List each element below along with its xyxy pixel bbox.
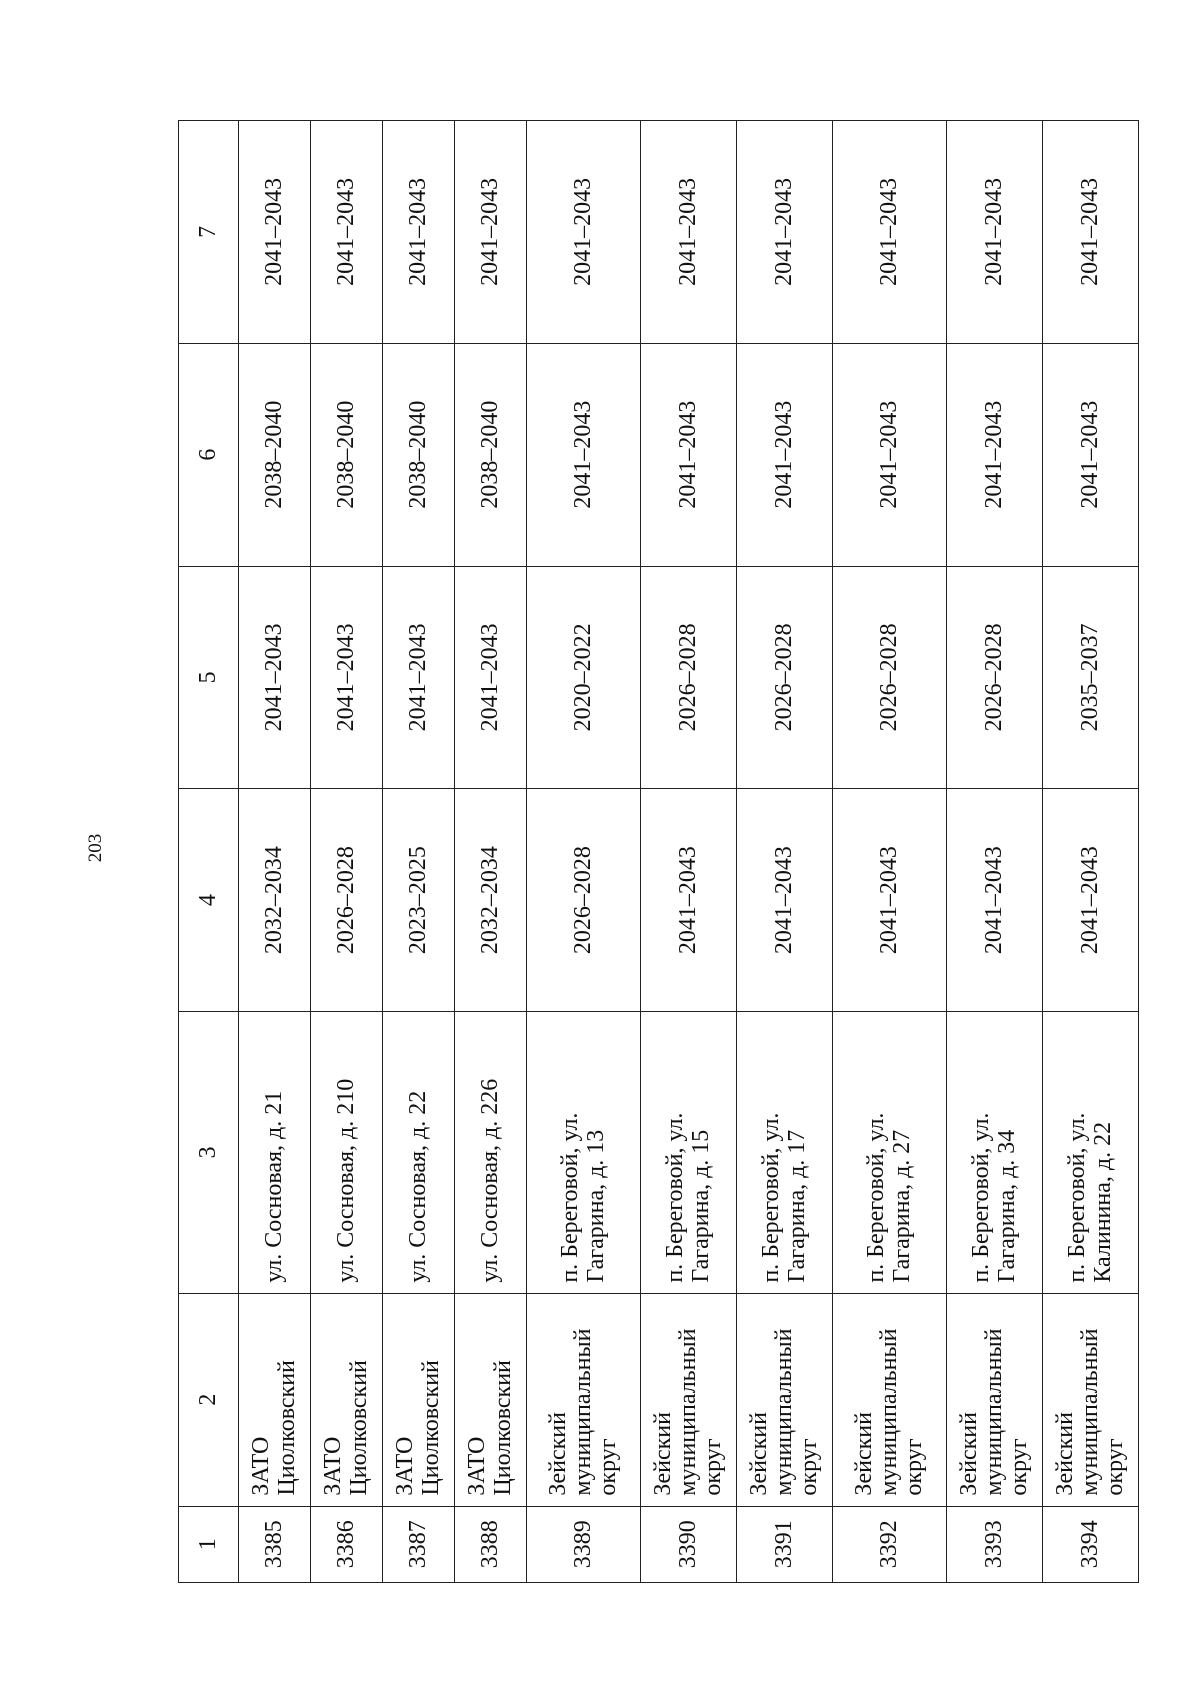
period-cell: 2041–2043 xyxy=(455,121,527,344)
table-row xyxy=(1043,121,1139,1583)
period-cell: 2041–2043 xyxy=(311,566,383,789)
row-number-cell: 3390 xyxy=(641,1506,737,1582)
schedule-table-wrapper xyxy=(178,120,1138,1583)
row-number-cell: 3387 xyxy=(383,1506,455,1582)
municipality-cell: ЗАТО Циолковский xyxy=(455,1293,527,1506)
period-cell: 2026–2028 xyxy=(947,566,1043,789)
period-cell: 2041–2043 xyxy=(641,789,737,1012)
period-cell: 2041–2043 xyxy=(455,566,527,789)
row-number-cell: 3389 xyxy=(527,1506,641,1582)
period-cell: 2023–2025 xyxy=(383,789,455,1012)
table-row xyxy=(527,121,641,1583)
address-cell: ул. Сосновая, д. 226 xyxy=(455,1011,527,1293)
header-cell: 5 xyxy=(179,566,239,789)
municipality-cell: Зейский муниципальный округ xyxy=(1043,1293,1139,1506)
period-cell: 2041–2043 xyxy=(641,343,737,566)
address-cell: п. Береговой, ул. Калинина, д. 22 xyxy=(1043,1011,1139,1293)
row-number-cell: 3385 xyxy=(239,1506,311,1582)
period-cell: 2026–2028 xyxy=(833,566,947,789)
address-cell: ул. Сосновая, д. 22 xyxy=(383,1011,455,1293)
period-cell: 2041–2043 xyxy=(527,343,641,566)
period-cell: 2041–2043 xyxy=(383,121,455,344)
municipality-cell: Зейский муниципальный округ xyxy=(641,1293,737,1506)
period-cell: 2041–2043 xyxy=(1043,121,1139,344)
period-cell: 2020–2022 xyxy=(527,566,641,789)
period-cell: 2038–2040 xyxy=(455,343,527,566)
table-row xyxy=(311,121,383,1583)
table-row xyxy=(947,121,1043,1583)
period-cell: 2041–2043 xyxy=(1043,343,1139,566)
table-row xyxy=(383,121,455,1583)
table-row xyxy=(737,121,833,1583)
municipality-cell: ЗАТО Циолковский xyxy=(239,1293,311,1506)
address-cell: п. Береговой, ул. Гагарина, д. 34 xyxy=(947,1011,1043,1293)
period-cell: 2041–2043 xyxy=(833,121,947,344)
period-cell: 2038–2040 xyxy=(311,343,383,566)
header-cell: 2 xyxy=(179,1293,239,1506)
header-cell: 7 xyxy=(179,121,239,344)
municipality-cell: Зейский муниципальный округ xyxy=(737,1293,833,1506)
row-number-cell: 3391 xyxy=(737,1506,833,1582)
row-number-cell: 3392 xyxy=(833,1506,947,1582)
address-cell: ул. Сосновая, д. 21 xyxy=(239,1011,311,1293)
schedule-table xyxy=(178,120,1139,1583)
period-cell: 2041–2043 xyxy=(833,343,947,566)
address-cell: ул. Сосновая, д. 210 xyxy=(311,1011,383,1293)
period-cell: 2038–2040 xyxy=(383,343,455,566)
municipality-cell: Зейский муниципальный округ xyxy=(947,1293,1043,1506)
address-cell: п. Береговой, ул. Гагарина, д. 13 xyxy=(527,1011,641,1293)
period-cell: 2041–2043 xyxy=(737,121,833,344)
table-row xyxy=(833,121,947,1583)
period-cell: 2041–2043 xyxy=(737,343,833,566)
period-cell: 2026–2028 xyxy=(641,566,737,789)
period-cell: 2041–2043 xyxy=(527,121,641,344)
period-cell: 2041–2043 xyxy=(641,121,737,344)
period-cell: 2032–2034 xyxy=(239,789,311,1012)
municipality-cell: Зейский муниципальный округ xyxy=(833,1293,947,1506)
municipality-cell: Зейский муниципальный округ xyxy=(527,1293,641,1506)
period-cell: 2041–2043 xyxy=(239,121,311,344)
period-cell: 2032–2034 xyxy=(455,789,527,1012)
period-cell: 2035–2037 xyxy=(1043,566,1139,789)
header-cell: 1 xyxy=(179,1506,239,1582)
period-cell: 2041–2043 xyxy=(947,121,1043,344)
municipality-cell: ЗАТО Циолковский xyxy=(311,1293,383,1506)
table-row xyxy=(641,121,737,1583)
header-cell: 3 xyxy=(179,1011,239,1293)
table-header-row xyxy=(179,121,239,1583)
address-cell: п. Береговой, ул. Гагарина, д. 27 xyxy=(833,1011,947,1293)
table-row xyxy=(455,121,527,1583)
period-cell: 2041–2043 xyxy=(947,789,1043,1012)
header-cell: 4 xyxy=(179,789,239,1012)
period-cell: 2041–2043 xyxy=(833,789,947,1012)
table-row xyxy=(239,121,311,1583)
address-cell: п. Береговой, ул. Гагарина, д. 17 xyxy=(737,1011,833,1293)
row-number-cell: 3388 xyxy=(455,1506,527,1582)
row-number-cell: 3394 xyxy=(1043,1506,1139,1582)
period-cell: 2041–2043 xyxy=(311,121,383,344)
period-cell: 2041–2043 xyxy=(737,789,833,1012)
period-cell: 2041–2043 xyxy=(383,566,455,789)
page-number: 203 xyxy=(85,833,106,863)
row-number-cell: 3386 xyxy=(311,1506,383,1582)
period-cell: 2026–2028 xyxy=(311,789,383,1012)
period-cell: 2026–2028 xyxy=(737,566,833,789)
row-number-cell: 3393 xyxy=(947,1506,1043,1582)
period-cell: 2041–2043 xyxy=(947,343,1043,566)
address-cell: п. Береговой, ул. Гагарина, д. 15 xyxy=(641,1011,737,1293)
period-cell: 2041–2043 xyxy=(239,566,311,789)
period-cell: 2038–2040 xyxy=(239,343,311,566)
municipality-cell: ЗАТО Циолковский xyxy=(383,1293,455,1506)
period-cell: 2026–2028 xyxy=(527,789,641,1012)
header-cell: 6 xyxy=(179,343,239,566)
period-cell: 2041–2043 xyxy=(1043,789,1139,1012)
